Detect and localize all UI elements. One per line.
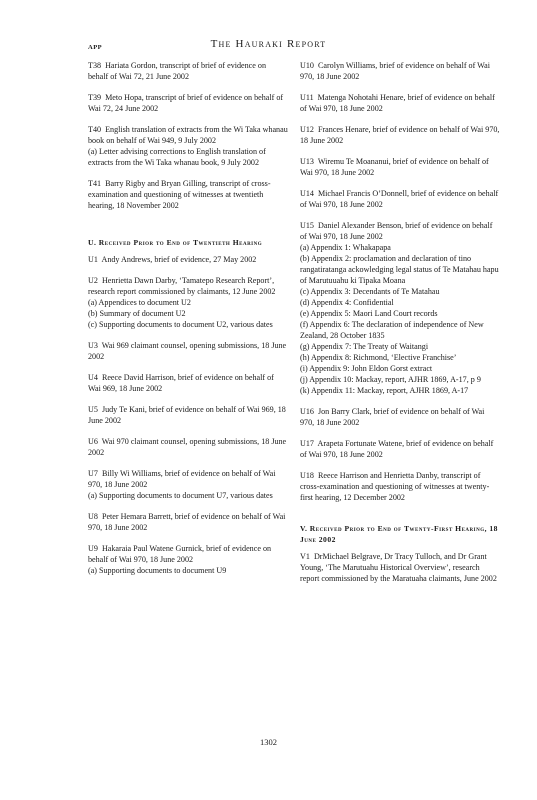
document-description: Arapeta Fortunate Watene, brief of evidence on behalf of Wai 970, 18 June 2002 xyxy=(300,439,494,459)
document-code: U17 xyxy=(300,439,314,448)
sub-document: (h) Appendix 8: Richmond, ‘Elective Franchise’ xyxy=(300,353,457,362)
document-entry xyxy=(88,436,288,458)
sub-document: (a) Appendix 1: Whakapapa xyxy=(300,243,391,252)
document-code: T39 xyxy=(88,93,102,102)
document-description: Jon Barry Clark, brief of evidence on behalf of Wai 970, 18 June 2002 xyxy=(300,407,485,427)
document-description: Wiremu Te Moananui, brief of evidence on behalf of Wai 970, 18 June 2002 xyxy=(300,157,489,177)
running-header-title: The Hauraki Report xyxy=(210,38,327,50)
document-entry xyxy=(88,275,288,330)
document-code: U2 xyxy=(88,276,98,285)
document-code: U12 xyxy=(300,125,314,134)
document-code: T41 xyxy=(88,179,102,188)
sub-document: (a) Letter advising corrections to English translation of extracts from the Wi Taka whanau book, 9 July 2002 xyxy=(88,147,266,167)
document-entry xyxy=(300,220,500,396)
document-code: U5 xyxy=(88,405,98,414)
document-code: T38 xyxy=(88,61,102,70)
document-description: Daniel Alexander Benson, brief of evidence on behalf of Wai 970, 18 June 2002 xyxy=(300,221,493,241)
document-description: Hakaraia Paul Watene Gurnick, brief of evidence on behalf of Wai 970, 18 June 2002 xyxy=(88,544,272,564)
document-code: U6 xyxy=(88,437,98,446)
document-code: U4 xyxy=(88,373,98,382)
sub-document: (a) Supporting documents to document U9 xyxy=(88,566,227,575)
document-code: U15 xyxy=(300,221,314,230)
document-code: U1 xyxy=(88,255,98,264)
document-entry xyxy=(300,124,500,146)
document-entry xyxy=(88,92,288,114)
document-entry xyxy=(88,124,288,168)
sub-document: (i) Appendix 9: John Eldon Gorst extract xyxy=(300,364,433,373)
document-description: Meto Hopa, transcript of brief of evidence on behalf of Wai 72, 24 June 2002 xyxy=(88,93,284,113)
document-description: Michael Francis O’Donnell, brief of evidence on behalf of Wai 970, 18 June 2002 xyxy=(300,189,499,209)
document-description: Billy Wi Williams, brief of evidence on behalf of Wai 970, 18 June 2002 xyxy=(88,469,276,489)
sub-document: (c) Supporting documents to document U2, various dates xyxy=(88,320,273,329)
document-description: Andy Andrews, brief of evidence, 27 May 2002 xyxy=(101,255,257,264)
sub-document: (j) Appendix 10: Mackay, report, AJHR 1869, A-17, p 9 xyxy=(300,375,481,384)
document-code: V1 xyxy=(300,552,310,561)
document-description: Hariata Gordon, transcript of brief of evidence on behalf of Wai 72, 21 June 2002 xyxy=(88,61,266,81)
document-entry xyxy=(88,60,288,82)
app-tag: APP xyxy=(88,44,103,51)
document-entry xyxy=(300,92,500,114)
document-entry xyxy=(300,551,500,584)
sub-document: (e) Appendix 5: Maori Land Court records xyxy=(300,309,438,318)
document-entry xyxy=(300,156,500,178)
document-entry xyxy=(300,406,500,428)
left-column xyxy=(88,60,288,586)
sub-document: (c) Appendix 3: Decendants of Te Matahau xyxy=(300,287,440,296)
document-code: U3 xyxy=(88,341,98,350)
document-entry xyxy=(300,188,500,210)
document-code: U14 xyxy=(300,189,314,198)
sub-document: (d) Appendix 4: Confidential xyxy=(300,298,394,307)
document-description: Wai 969 claimant counsel, opening submissions, 18 June 2002 xyxy=(88,341,287,361)
document-entry xyxy=(88,468,288,501)
document-description: Frances Henare, brief of evidence on behalf of Wai 970, 18 June 2002 xyxy=(300,125,500,145)
document-description: Matenga Nohotahi Henare, brief of evidence on behalf of Wai 970, 18 June 2002 xyxy=(300,93,495,113)
document-description: Barry Rigby and Bryan Gilling, transcript of cross-examination and questioning of witnesses at twentieth hearing, 18 November 2002 xyxy=(88,179,271,210)
document-description: Judy Te Kani, brief of evidence on behalf of Wai 969, 18 June 2002 xyxy=(88,405,286,425)
document-entry xyxy=(300,470,500,503)
document-entry xyxy=(88,340,288,362)
document-code: U16 xyxy=(300,407,314,416)
sub-document: (a) Appendices to document U2 xyxy=(88,298,191,307)
document-code: U9 xyxy=(88,544,98,553)
document-description: Peter Hemara Barrett, brief of evidence on behalf of Wai 970, 18 June 2002 xyxy=(88,512,286,532)
section-heading: V. Received Prior to End of Twenty-First Hearing, 18 June 2002 xyxy=(300,524,498,544)
sub-document: (b) Appendix 2: proclamation and declaration of tino rangatiratanga ackowledging legal status of Te Matahau hapu of Marutuuahu ki Tipaka Moana xyxy=(300,254,499,285)
document-description: Carolyn Williams, brief of evidence on behalf of Wai 970, 18 June 2002 xyxy=(300,61,490,81)
sub-document: (b) Summary of document U2 xyxy=(88,309,186,318)
document-code: U8 xyxy=(88,512,98,521)
document-entry xyxy=(88,511,288,533)
document-description: Reece Harrison and Henrietta Danby, transcript of cross-examination and questioning of witnesses at twenty-first hearing, 12 December 2002 xyxy=(300,471,490,502)
document-code: U10 xyxy=(300,61,314,70)
page-number: 1302 xyxy=(260,737,277,747)
document-entry xyxy=(300,60,500,82)
section-heading: U. Received Prior to End of Twentieth Hearing xyxy=(88,238,263,247)
document-entry xyxy=(300,438,500,460)
document-entry xyxy=(88,178,288,211)
document-entry xyxy=(88,254,288,265)
document-entry xyxy=(88,543,288,576)
document-code: U18 xyxy=(300,471,314,480)
document-entry xyxy=(88,372,288,394)
document-description: Wai 970 claimant counsel, opening submissions, 18 June 2002 xyxy=(88,437,287,457)
right-column xyxy=(300,60,500,594)
sub-document: (k) Appendix 11: Mackay, report, AJHR 1869, A-17 xyxy=(300,386,469,395)
document-description: English translation of extracts from the Wi Taka whanau book on behalf of Wai 949, 9 July 2002 xyxy=(88,125,288,145)
document-description: Henrietta Dawn Darby, ‘Tamatepo Research Report’, research report commissioned by claimants, 12 June 2002 xyxy=(88,276,276,296)
document-entry xyxy=(88,404,288,426)
sub-document: (a) Supporting documents to document U7, various dates xyxy=(88,491,273,500)
sub-document: (g) Appendix 7: The Treaty of Waitangi xyxy=(300,342,429,351)
document-code: U13 xyxy=(300,157,314,166)
document-code: U11 xyxy=(300,93,314,102)
document-code: U7 xyxy=(88,469,98,478)
document-description: DrMichael Belgrave, Dr Tracy Tulloch, and Dr Grant Young, ‘The Marutuahu Historical Overview’, research report commissioned by the Maratuaha claimants, June 2002 xyxy=(300,552,497,583)
sub-document: (f) Appendix 6: The declaration of independence of New Zealand, 28 October 1835 xyxy=(300,320,484,340)
document-description: Reece David Harrison, brief of evidence on behalf of Wai 969, 18 June 2002 xyxy=(88,373,274,393)
document-code: T40 xyxy=(88,125,102,134)
